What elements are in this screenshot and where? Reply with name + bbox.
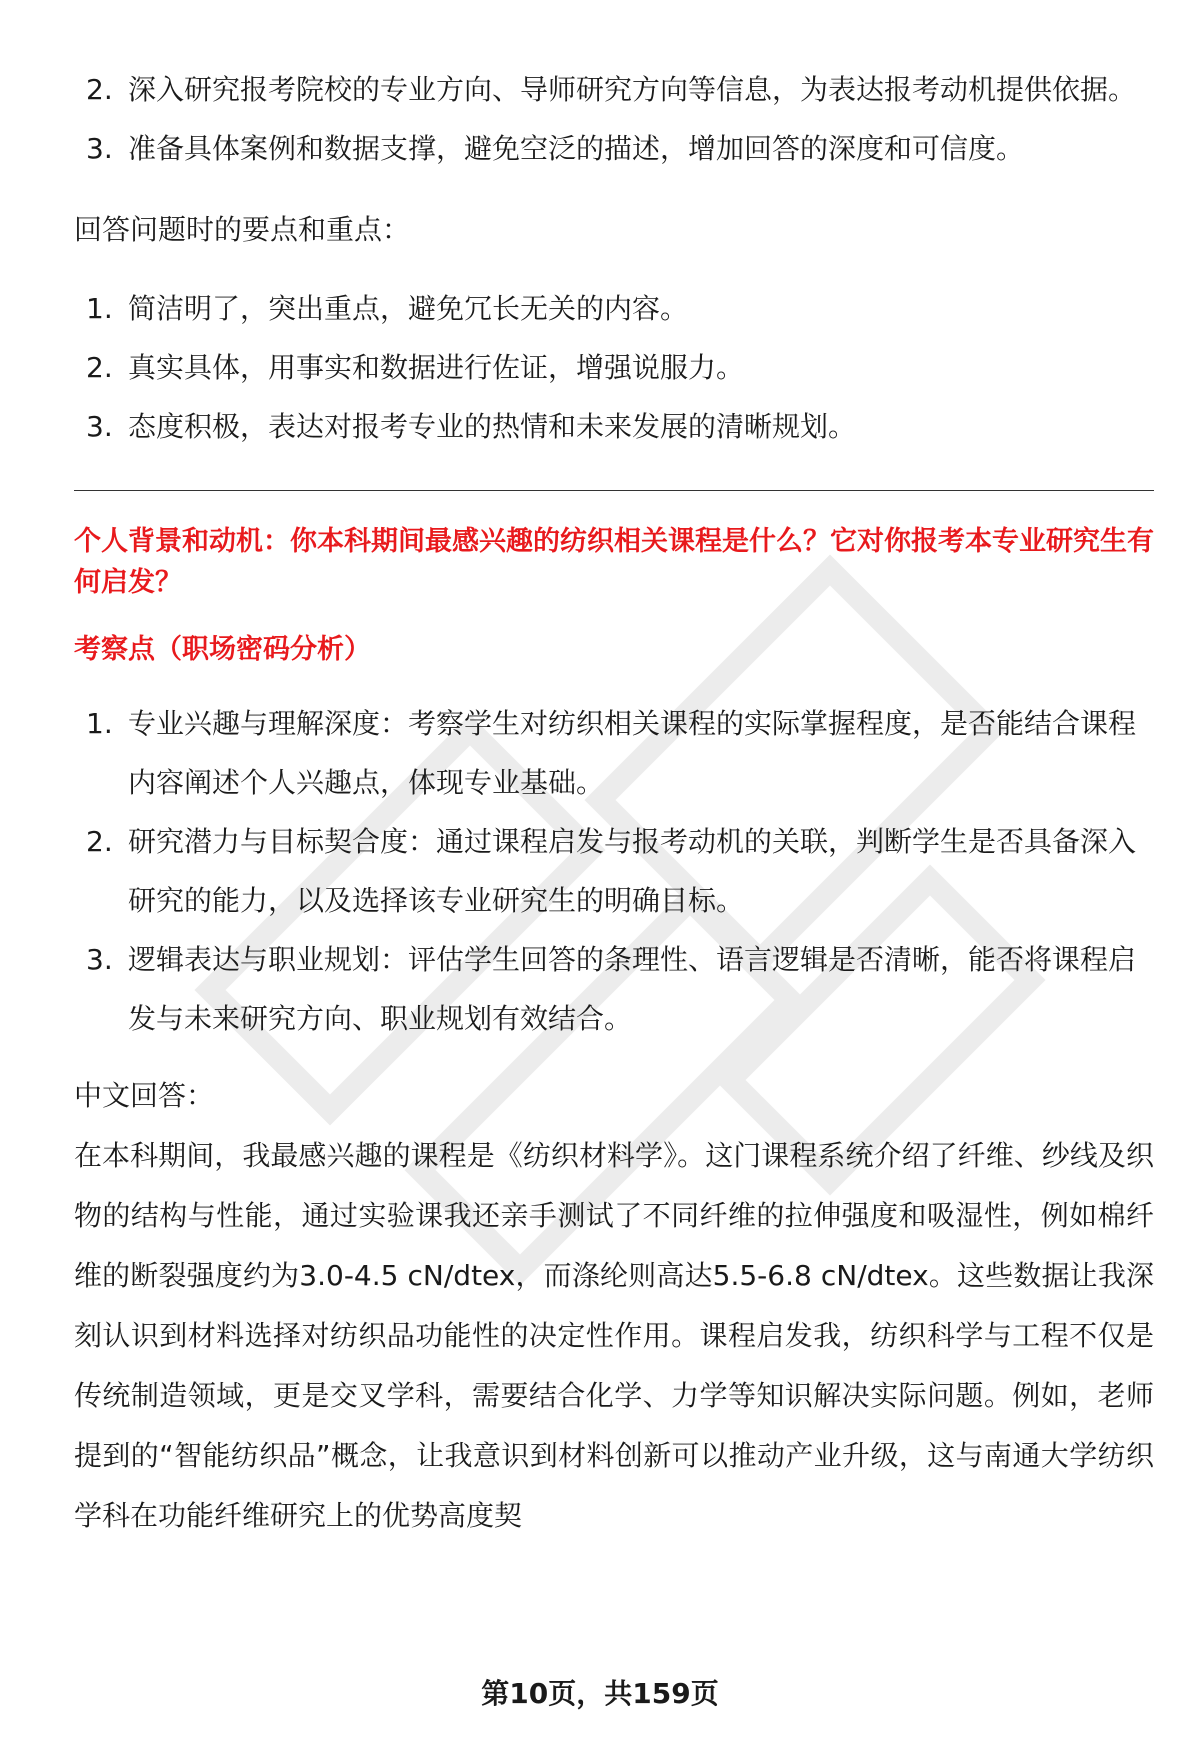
list-number: 3. bbox=[86, 132, 113, 165]
list-text: 研究潜力与目标契合度：通过课程启发与报考动机的关联，判断学生是否具备深入研究的能力，以及选择该专业研究生的明确目标。 bbox=[128, 825, 1137, 917]
list-text: 真实具体，用事实和数据进行佐证，增强说服力。 bbox=[128, 351, 745, 384]
list-item bbox=[74, 338, 1154, 397]
key-points-list bbox=[74, 279, 1154, 456]
list-number: 2. bbox=[86, 73, 113, 106]
answer-paragraph: 在本科期间，我最感兴趣的课程是《纺织材料学》。这门课程系统介绍了纤维、纱线及织物的结构与性能，通过实验课我还亲手测试了不同纤维的拉伸强度和吸湿性，例如棉纤维的断裂强度约为3.0-4.5 cN/dtex，而涤纶则高达5.5-6.8 cN/dtex。这些数据让我深刻认识到材料选择对纺织品功能性的决定性作用。课程启发我，纺织科学与工程不仅是传统制造领域，更是交叉学科，需要结合化学、力学等知识解决实际问题。例如，老师提到的“智能纺织品”概念，让我意识到材料创新可以推动产业升级，这与南通大学纺织学科在功能纤维研究上的优势高度契 bbox=[74, 1139, 1154, 1532]
list-text: 简洁明了，突出重点，避免冗长无关的内容。 bbox=[128, 292, 689, 325]
list-item bbox=[74, 812, 1154, 930]
list-item bbox=[74, 397, 1154, 456]
answer-label: 中文回答： bbox=[74, 1079, 215, 1112]
list-number: 1. bbox=[86, 707, 113, 740]
list-text: 态度积极，表达对报考专业的热情和未来发展的清晰规划。 bbox=[128, 410, 857, 443]
list-item bbox=[74, 930, 1154, 1048]
list-number: 3. bbox=[86, 943, 113, 976]
list-number: 2. bbox=[86, 351, 113, 384]
key-points-intro: 回答问题时的要点和重点： bbox=[74, 213, 411, 246]
list-text: 逻辑表达与职业规划：评估学生回答的条理性、语言逻辑是否清晰，能否将课程启发与未来研究方向、职业规划有效结合。 bbox=[128, 943, 1137, 1035]
list-text: 深入研究报考院校的专业方向、导师研究方向等信息，为表达报考动机提供依据。 bbox=[128, 73, 1137, 106]
prep-list-continued bbox=[74, 60, 1154, 178]
list-item bbox=[74, 60, 1154, 119]
list-item bbox=[74, 119, 1154, 178]
page-footer: 第10页，共159页 bbox=[481, 1677, 719, 1710]
list-text: 专业兴趣与理解深度：考察学生对纺织相关课程的实际掌握程度，是否能结合课程内容阐述个人兴趣点，体现专业基础。 bbox=[128, 707, 1137, 799]
list-number: 2. bbox=[86, 825, 113, 858]
list-number: 3. bbox=[86, 410, 113, 443]
list-item bbox=[74, 279, 1154, 338]
list-text: 准备具体案例和数据支撑，避免空泛的描述，增加回答的深度和可信度。 bbox=[128, 132, 1025, 165]
section-divider bbox=[74, 490, 1154, 491]
question-title: 个人背景和动机：你本科期间最感兴趣的纺织相关课程是什么？它对你报考本专业研究生有何启发？ bbox=[74, 526, 1154, 598]
exam-points-title: 考察点（职场密码分析） bbox=[74, 634, 371, 665]
page-content bbox=[74, 60, 1154, 1546]
list-number: 1. bbox=[86, 292, 113, 325]
list-item bbox=[74, 694, 1154, 812]
exam-points-list bbox=[74, 694, 1154, 1048]
